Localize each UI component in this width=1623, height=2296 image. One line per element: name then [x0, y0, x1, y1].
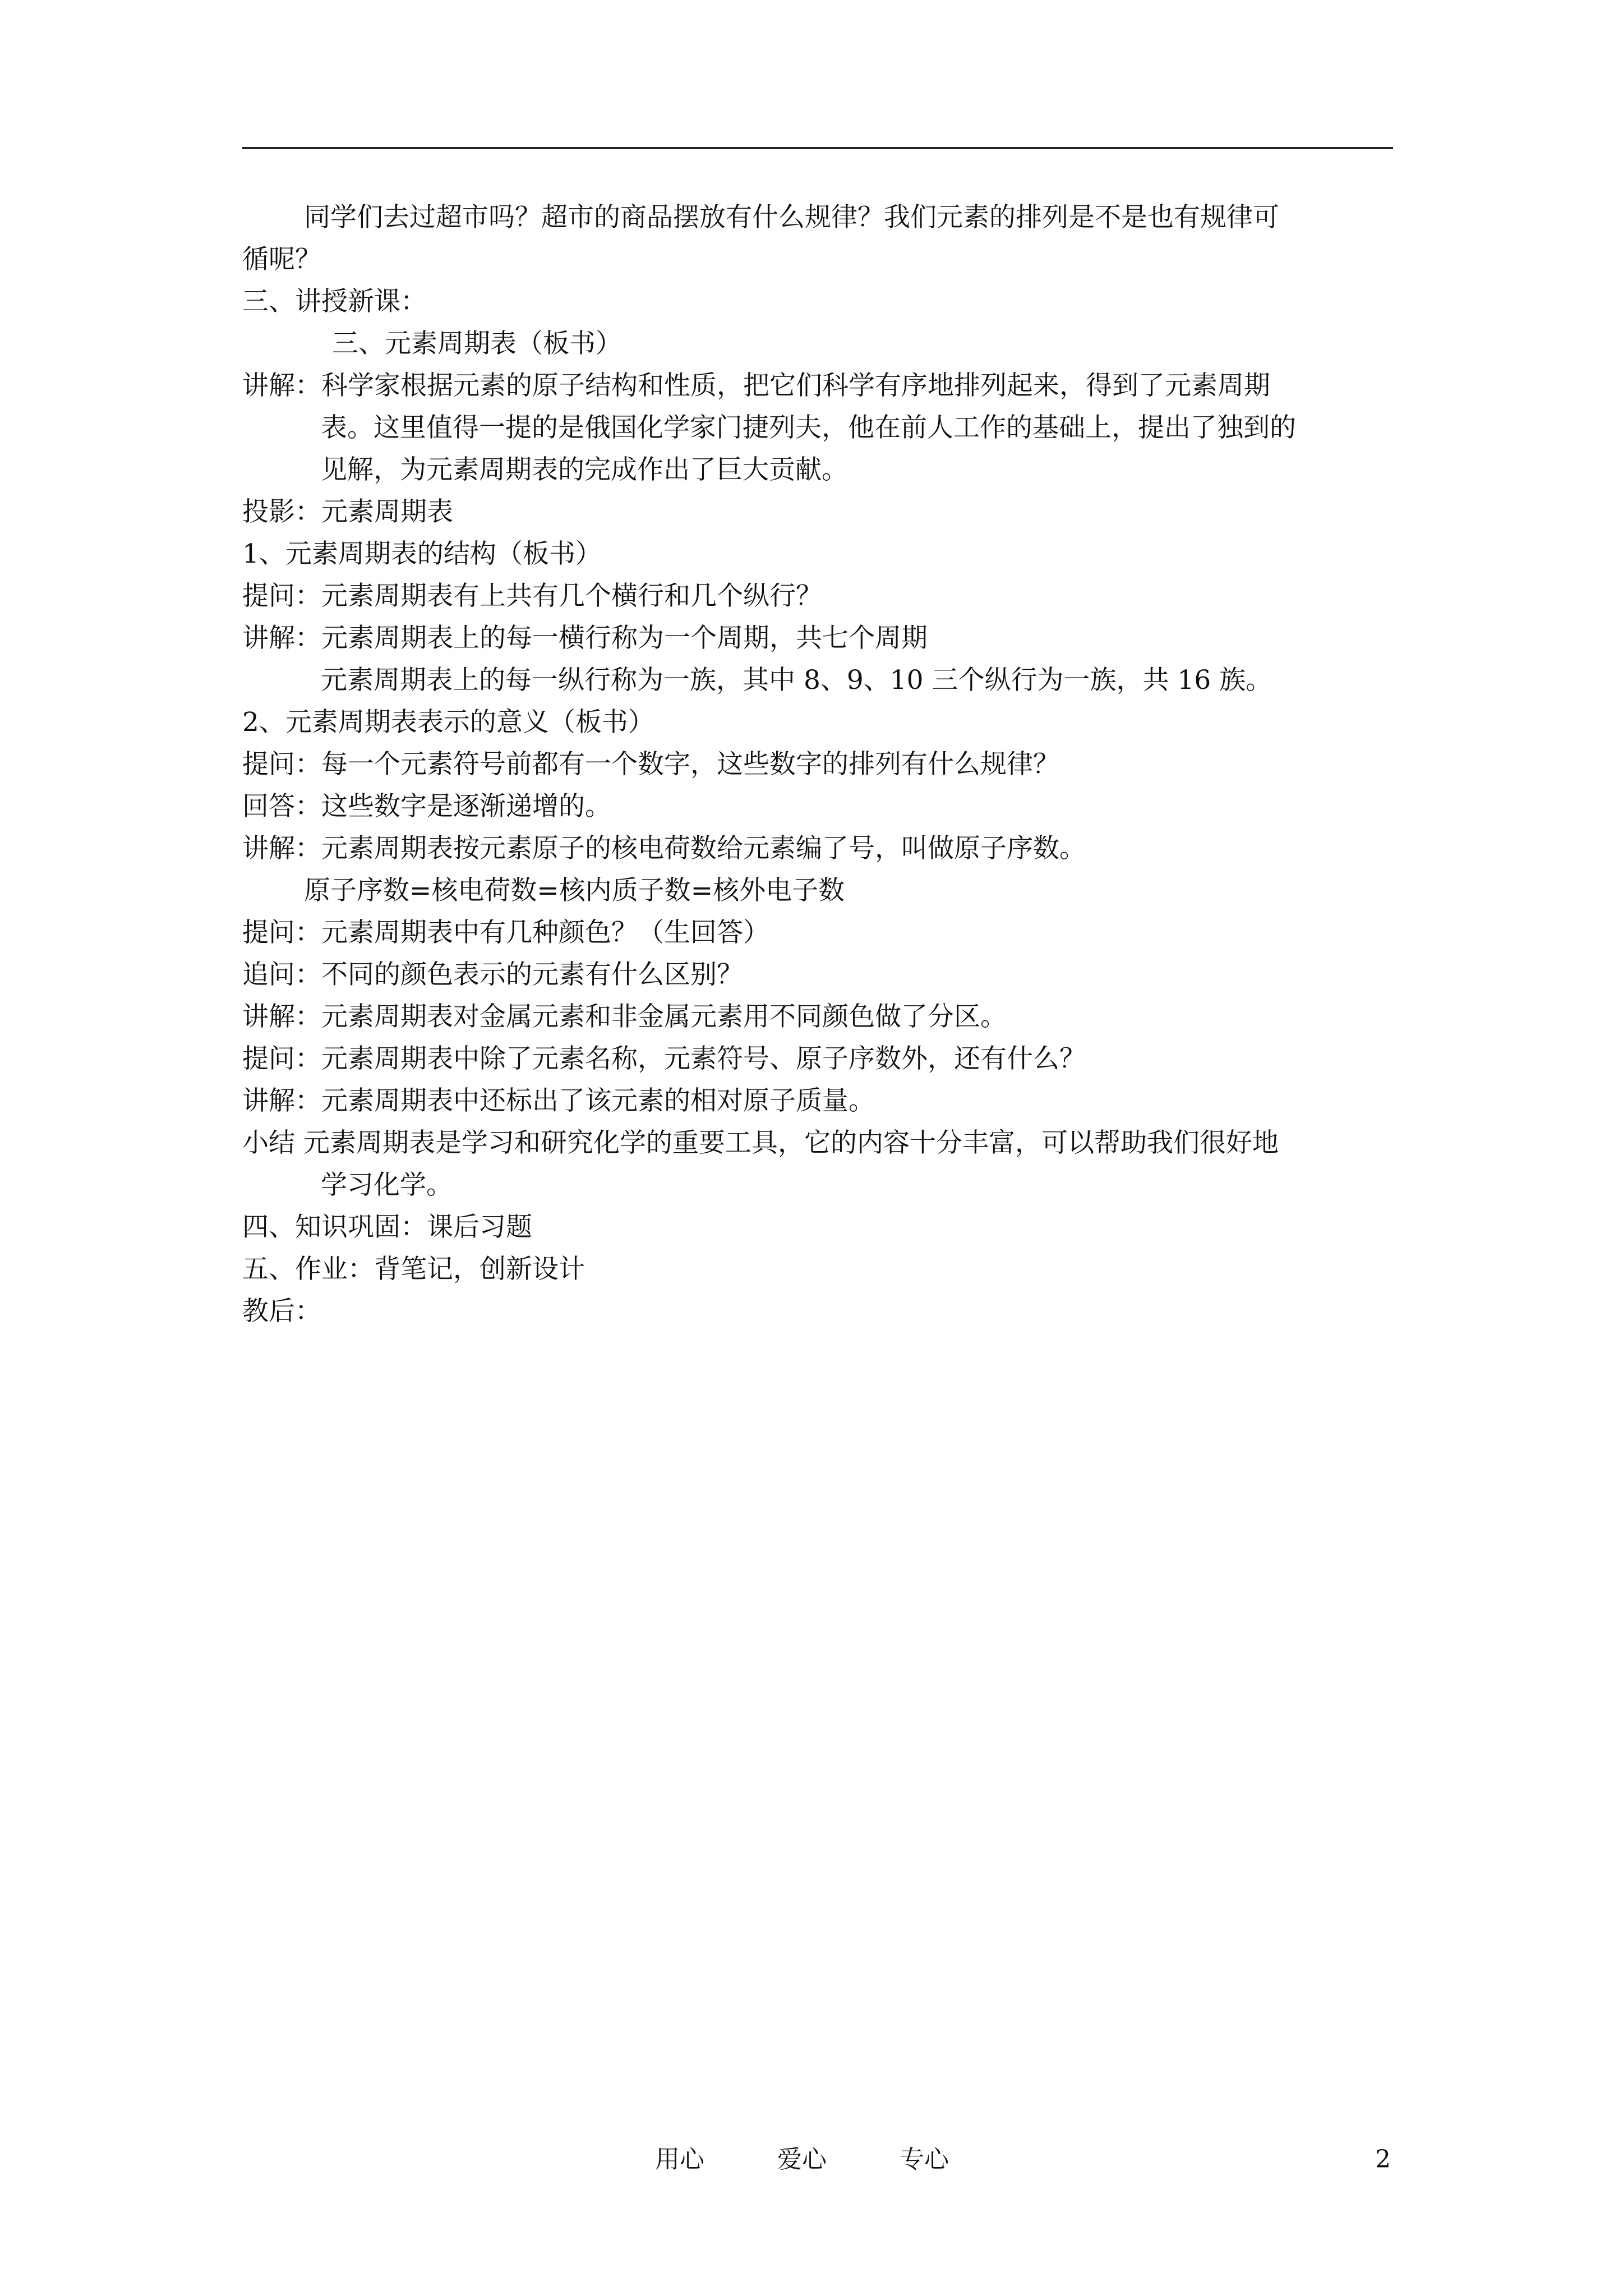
text-line: 提问：元素周期表有上共有几个横行和几个纵行？	[242, 581, 822, 611]
formula-line: 原子序数=核电荷数=核内质子数=核外电子数	[304, 875, 845, 906]
text-line: 提问：元素周期表中有几种颜色？（生回答）	[242, 917, 769, 948]
subsection-heading: 1、元素周期表的结构（板书）	[242, 539, 602, 569]
text-line: 回答：这些数字是逐渐递增的。	[242, 791, 611, 822]
text-line: 元素周期表上的每一纵行称为一族，其中 8、9、10 三个纵行为一族，共 16 族。	[321, 665, 1272, 696]
text-line: 提问：每一个元素符号前都有一个数字，这些数字的排列有什么规律？	[242, 749, 1059, 780]
section-heading: 五、作业：背笔记，创新设计	[242, 1254, 585, 1285]
text-line: 投影：元素周期表	[242, 496, 453, 527]
document-body	[242, 196, 1409, 1332]
text-line: 提问：元素周期表中除了元素名称，元素符号、原子序数外，还有什么？	[242, 1043, 1086, 1074]
footer-motto	[655, 2143, 949, 2177]
header-rule	[242, 147, 1393, 149]
footer-motto-item: 用心	[655, 2145, 704, 2174]
section-heading: 三、讲授新课：	[242, 286, 427, 317]
text-line: 学习化学。	[321, 1170, 453, 1200]
page-number: 2	[1375, 2145, 1391, 2174]
subsection-heading: 2、元素周期表表示的意义（板书）	[242, 707, 654, 738]
footer-motto-item: 爱心	[777, 2145, 827, 2174]
text-line: 同学们去过超市吗？超市的商品摆放有什么规律？我们元素的排列是不是也有规律可	[304, 202, 1279, 233]
text-line: 循呢？	[242, 244, 321, 275]
section-heading: 四、知识巩固：课后习题	[242, 1212, 532, 1243]
text-line: 追问：不同的颜色表示的元素有什么区别？	[242, 959, 743, 990]
text-line: 小结 元素周期表是学习和研究化学的重要工具，它的内容十分丰富，可以帮助我们很好地	[242, 1128, 1279, 1158]
footer-motto-item: 专心	[900, 2145, 949, 2174]
text-line: 讲解：元素周期表按元素原子的核电荷数给元素编了号，叫做原子序数。	[242, 833, 1086, 864]
text-line: 讲解：元素周期表上的每一横行称为一个周期，共七个周期	[242, 623, 928, 654]
text-line: 讲解：元素周期表对金属元素和非金属元素用不同颜色做了分区。	[242, 1001, 1007, 1032]
text-line: 教后：	[242, 1296, 321, 1327]
text-line: 表。这里值得一提的是俄国化学家门捷列夫，他在前人工作的基础上，提出了独到的	[321, 412, 1296, 443]
text-line: 见解，为元素周期表的完成作出了巨大贡献。	[321, 454, 848, 485]
text-line: 讲解：科学家根据元素的原子结构和性质，把它们科学有序地排列起来，得到了元素周期	[242, 370, 1270, 401]
text-line: 讲解：元素周期表中还标出了该元素的相对原子质量。	[242, 1085, 875, 1116]
subsection-heading: 三、元素周期表（板书）	[332, 328, 622, 359]
